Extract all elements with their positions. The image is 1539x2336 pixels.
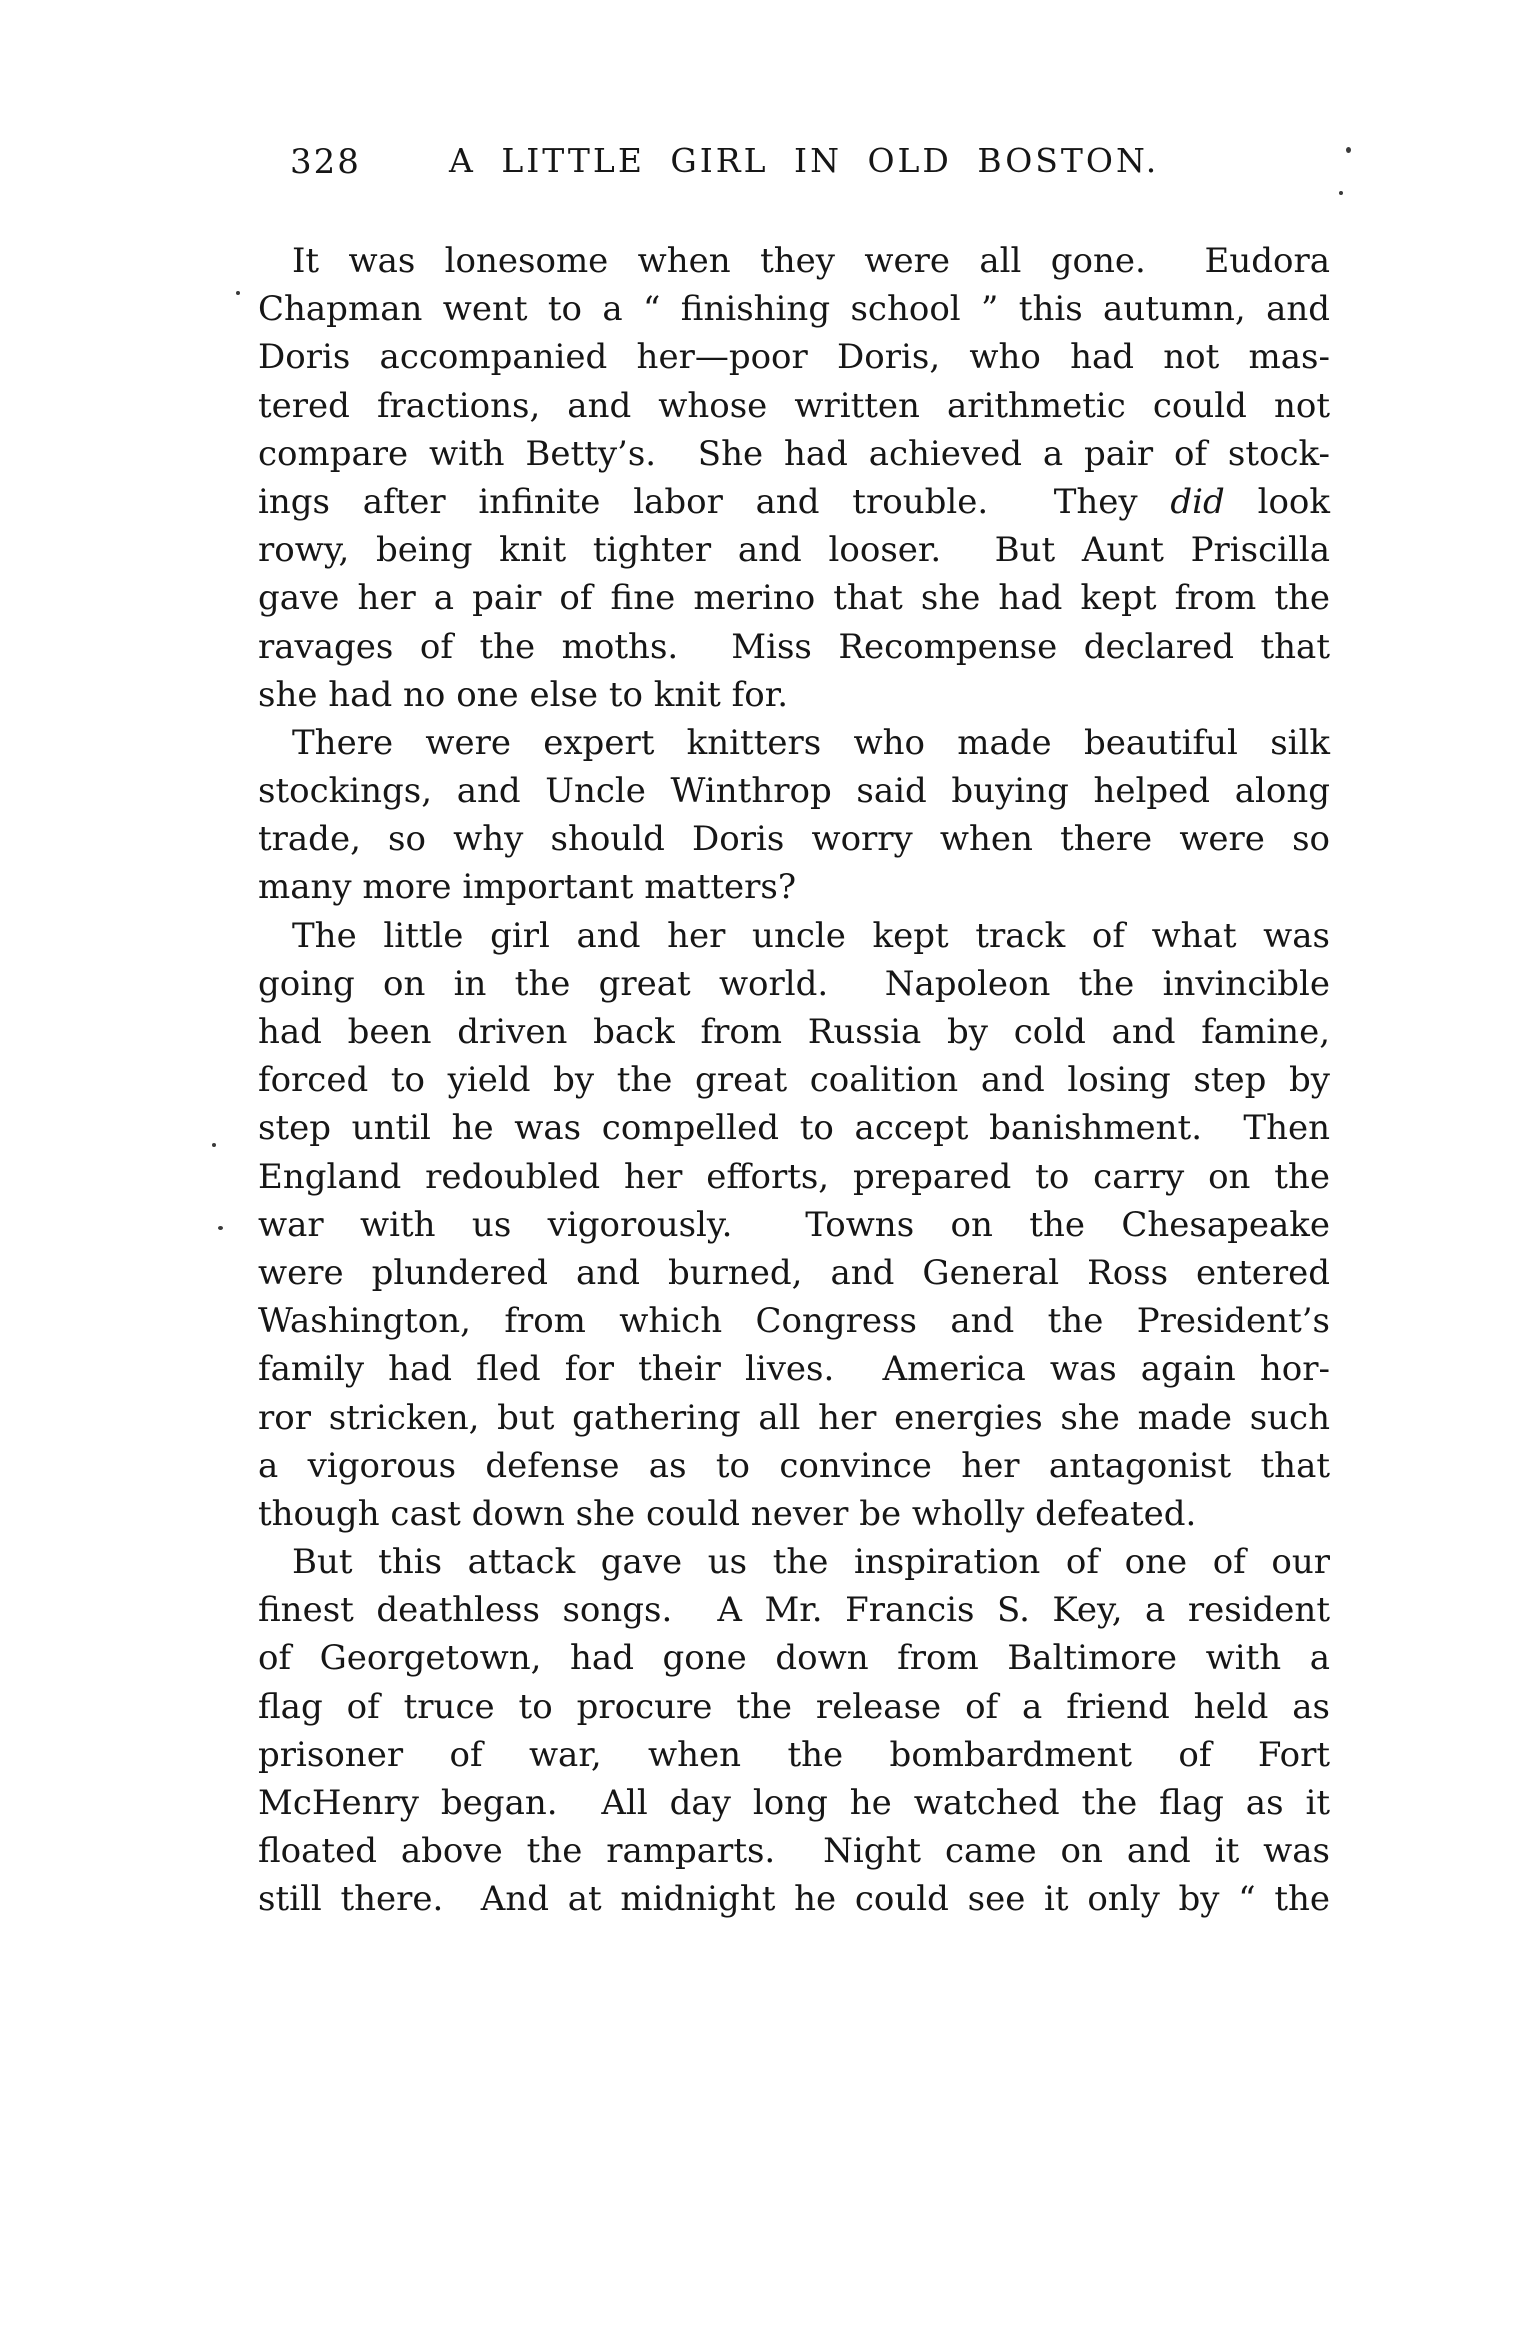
text-line: family had fled for their lives. America was again hor- (258, 1349, 1330, 1390)
text-line: But this attack gave us the inspiration of one of our (292, 1542, 1330, 1583)
text-line: step until he was compelled to accept banishment. Then (258, 1108, 1330, 1149)
text-line: going on in the great world. Napoleon the invincible (258, 963, 1330, 1004)
text-line: were plundered and burned, and General Ross entered (258, 1252, 1330, 1293)
text-line: It was lonesome when they were all gone. Eudora (292, 241, 1330, 281)
scan-speck (1346, 147, 1351, 153)
text-line: war with us vigorously. Towns on the Chesapeake (258, 1204, 1330, 1245)
text-line: finest deathless songs. A Mr. Francis S. Key, a resident (258, 1590, 1330, 1631)
text-line: of Georgetown, had gone down from Baltimore with a (258, 1638, 1330, 1679)
italic-word: did (1170, 481, 1225, 522)
body-text-block (258, 237, 1330, 1924)
text-line: Washington, from which Congress and the President’s (258, 1301, 1330, 1342)
page-number: 328 (290, 142, 361, 182)
text-line: The little girl and her uncle kept track of what was (292, 915, 1330, 956)
paragraph (258, 237, 1330, 719)
text-line: still there. And at midnight he could see it only by “ the (258, 1879, 1330, 1920)
running-header-title: A LITTLE GIRL IN OLD BOSTON. (449, 141, 1160, 180)
text-line: compare with Betty’s. She had achieved a pair of stock- (258, 433, 1330, 474)
text-line: forced to yield by the great coalition and losing step by (258, 1060, 1330, 1101)
text-line: she had no one else to knit for. (258, 674, 789, 715)
paragraph (258, 912, 1330, 1538)
text-line: McHenry began. All day long he watched the flag as it (258, 1783, 1330, 1823)
text-line: tered fractions, and whose written arithmetic could not (258, 385, 1330, 426)
text-line: floated above the ramparts. Night came on and it was (258, 1831, 1330, 1872)
paragraph (258, 1538, 1330, 1924)
text-line: stockings, and Uncle Winthrop said buying helped along (258, 771, 1330, 812)
text-line: Doris accompanied her—poor Doris, who had not mas- (258, 337, 1330, 378)
text-line: many more important matters? (258, 867, 797, 908)
text-line: though cast down she could never be wholly defeated. (258, 1493, 1197, 1534)
text-line: prisoner of war, when the bombardment of Fort (258, 1734, 1330, 1775)
scan-speck (212, 1143, 216, 1147)
text-line: rowy, being knit tighter and looser. But Aunt Priscilla (258, 530, 1330, 571)
text-line: Chapman went to a “ finishing school ” this autumn, and (258, 289, 1330, 330)
text-line: ror stricken, but gathering all her energies she made such (258, 1397, 1330, 1438)
text-line: gave her a pair of fine merino that she had kept from the (258, 578, 1330, 619)
scan-speck (218, 1226, 223, 1230)
paragraph (258, 719, 1330, 912)
text-line: trade, so why should Doris worry when there were so (258, 819, 1330, 860)
text-line: flag of truce to procure the release of a friend held as (258, 1686, 1330, 1727)
text-line: had been driven back from Russia by cold and famine, (258, 1012, 1330, 1052)
text-line: ings after infinite labor and trouble. They did look (258, 481, 1330, 522)
text-line: There were expert knitters who made beautiful silk (292, 722, 1330, 763)
scan-speck (236, 291, 240, 295)
scan-speck (1339, 191, 1343, 195)
text-line: England redoubled her efforts, prepared to carry on the (258, 1156, 1330, 1197)
text-line: a vigorous defense as to convince her antagonist that (258, 1445, 1330, 1486)
text-line: ravages of the moths. Miss Recompense declared that (258, 626, 1330, 667)
